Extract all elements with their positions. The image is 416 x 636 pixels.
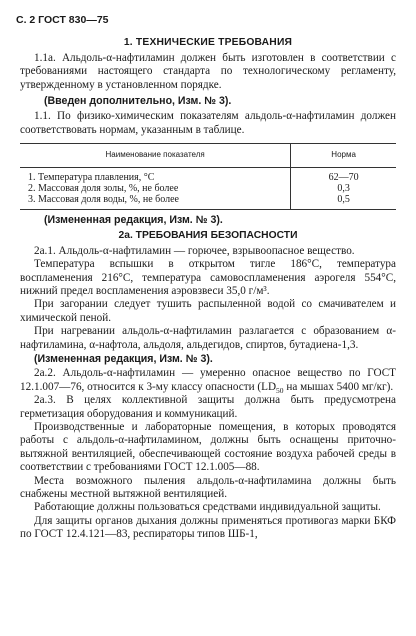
edition-note-1: (Измененная редакция, Изм. № 3). xyxy=(44,213,223,226)
table-row xyxy=(20,183,396,194)
paragraph-production: Производственные и лабораторные помещения, в которых проводятся работы с альдоль-α-нафтиламином, должны быть оснащены приточно-вытяжной вентиляцией, обеспечивающей состояние воздуха рабочей среды в соответствии с требованиями ГОСТ 12.1.005—88. xyxy=(20,420,396,474)
paragraph-ppe: Работающие должны пользоваться средствами индивидуальной защиты. xyxy=(34,501,381,514)
paragraph-2a-2-pre: 2а.2. Альдоль-α-нафтиламин — умеренно опасное вещество по ГОСТ 12.1.007—76, относится к 3-му классу опасности (LD xyxy=(20,367,396,393)
paragraph-dust: Места возможного пыления альдоль-α-нафтиламина должны быть снабжены местной вытяжной вентиляцией. xyxy=(20,474,396,500)
table-cell-norm: 62—70 xyxy=(328,171,359,183)
paragraph-fire: При загорании следует тушить распыленной водой со смачивателем и химической пеной. xyxy=(20,298,396,324)
table-header-norm: Норма xyxy=(291,144,396,167)
paragraph-2a-2 xyxy=(20,367,396,394)
table-cell-name: 1. Температура плавления, °C xyxy=(20,167,291,183)
page-header: С. 2 ГОСТ 830—75 xyxy=(16,14,109,26)
table-cell-name: 2. Массовая доля золы, %, не более xyxy=(20,183,291,194)
paragraph-2a-1: 2а.1. Альдоль-α-нафтиламин — горючее, взрывоопасное вещество. xyxy=(34,244,355,257)
paragraph-respirators: Для защиты органов дыхания должны применяться противогаз марки БКФ по ГОСТ 12.4.121—83, респираторы типов ШБ-1, xyxy=(20,514,396,541)
table-cell-name: 3. Массовая доля воды, %, не более xyxy=(20,194,291,209)
table-row xyxy=(20,194,396,209)
edition-note-2: (Измененная редакция, Изм. № 3). xyxy=(34,352,213,365)
table-cell-norm: 0,3 xyxy=(337,183,350,195)
paragraph-1-1a: 1.1а. Альдоль-α-нафтиламин должен быть изготовлен в соответствии с требованиями настоящего стандарта по технологическому регламенту, утвержденному в установленном порядке. xyxy=(20,51,396,91)
specs-table xyxy=(20,143,396,210)
paragraph-2a-3: 2а.3. В целях коллективной защиты должна быть предусмотрена герметизация оборудования и коммуникаций. xyxy=(20,394,396,420)
ld-subscript: 50 xyxy=(276,385,284,395)
intro-note: (Введен дополнительно, Изм. № 3). xyxy=(44,95,232,108)
paragraph-heating: При нагревании альдоль-α-нафтиламин разлагается с образованием α-нафтиламина, α-нафтола, альдоля, альдегидов, спиртов, бутадиена-1,3. xyxy=(20,325,396,351)
section-1-title: 1. ТЕХНИЧЕСКИЕ ТРЕБОВАНИЯ xyxy=(123,37,293,49)
section-2a-title: 2а. ТРЕБОВАНИЯ БЕЗОПАСНОСТИ xyxy=(118,230,298,242)
table-row xyxy=(20,167,396,183)
paragraph-2a-2-post: на мышах 5400 мг/кг). xyxy=(283,380,394,393)
table-cell-norm: 0,5 xyxy=(291,194,396,209)
table-header-name: Наименование показателя xyxy=(20,144,291,167)
paragraph-temperature: Температура вспышки в открытом тигле 186°C, температура воспламенения 216°C, температура самовоспламенения аэрогеля 554°C, нижний предел воспламенения аэровзвеси 35,0 г/м³. xyxy=(20,258,396,297)
paragraph-1-1: 1.1. По физико-химическим показателям альдоль-α-нафтиламин должен соответствовать нормам, указанным в таблице. xyxy=(20,110,396,136)
